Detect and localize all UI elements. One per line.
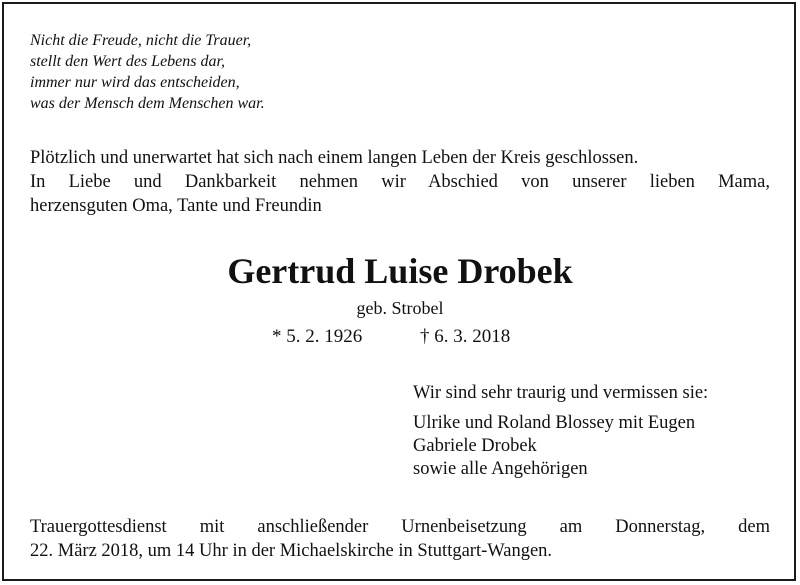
mourners-block <box>413 382 708 481</box>
poem-line: immer nur wird das entscheiden, <box>30 74 240 91</box>
service-line: 22. März 2018, um 14 Uhr in der Michaelskirche in Stuttgart-Wangen. <box>30 541 553 561</box>
mourners-heading: Wir sind sehr traurig und vermissen sie: <box>413 383 709 403</box>
poem-line: stellt den Wert des Lebens dar, <box>30 53 225 70</box>
service-info <box>30 515 770 563</box>
intro-line: Plötzlich und unerwartet hat sich nach einem langen Leben der Kreis geschlossen. <box>30 148 639 168</box>
death-date: † 6. 3. 2018 <box>420 326 511 347</box>
poem-line: was der Mensch dem Menschen war. <box>30 95 265 112</box>
intro-text <box>30 146 770 218</box>
birth-date: * 5. 2. 1926 <box>272 326 363 347</box>
intro-line: In Liebe und Dankbarkeit nehmen wir Abschied von unserer lieben Mama, <box>30 172 770 192</box>
deceased-name: Gertrud Luise Drobek <box>227 251 573 291</box>
poem-line: Nicht die Freude, nicht die Trauer, <box>30 32 252 49</box>
mourner-line: Ulrike und Roland Blossey mit Eugen <box>413 413 696 433</box>
poem <box>30 30 265 114</box>
birth-name: geb. Strobel <box>356 298 444 318</box>
service-line: Trauergottesdienst mit anschließender Urnenbeisetzung am Donnerstag, dem <box>30 517 770 537</box>
intro-line: herzensguten Oma, Tante und Freundin <box>30 196 322 216</box>
mourner-line: sowie alle Angehörigen <box>413 459 588 479</box>
mourner-line: Gabriele Drobek <box>413 436 537 456</box>
